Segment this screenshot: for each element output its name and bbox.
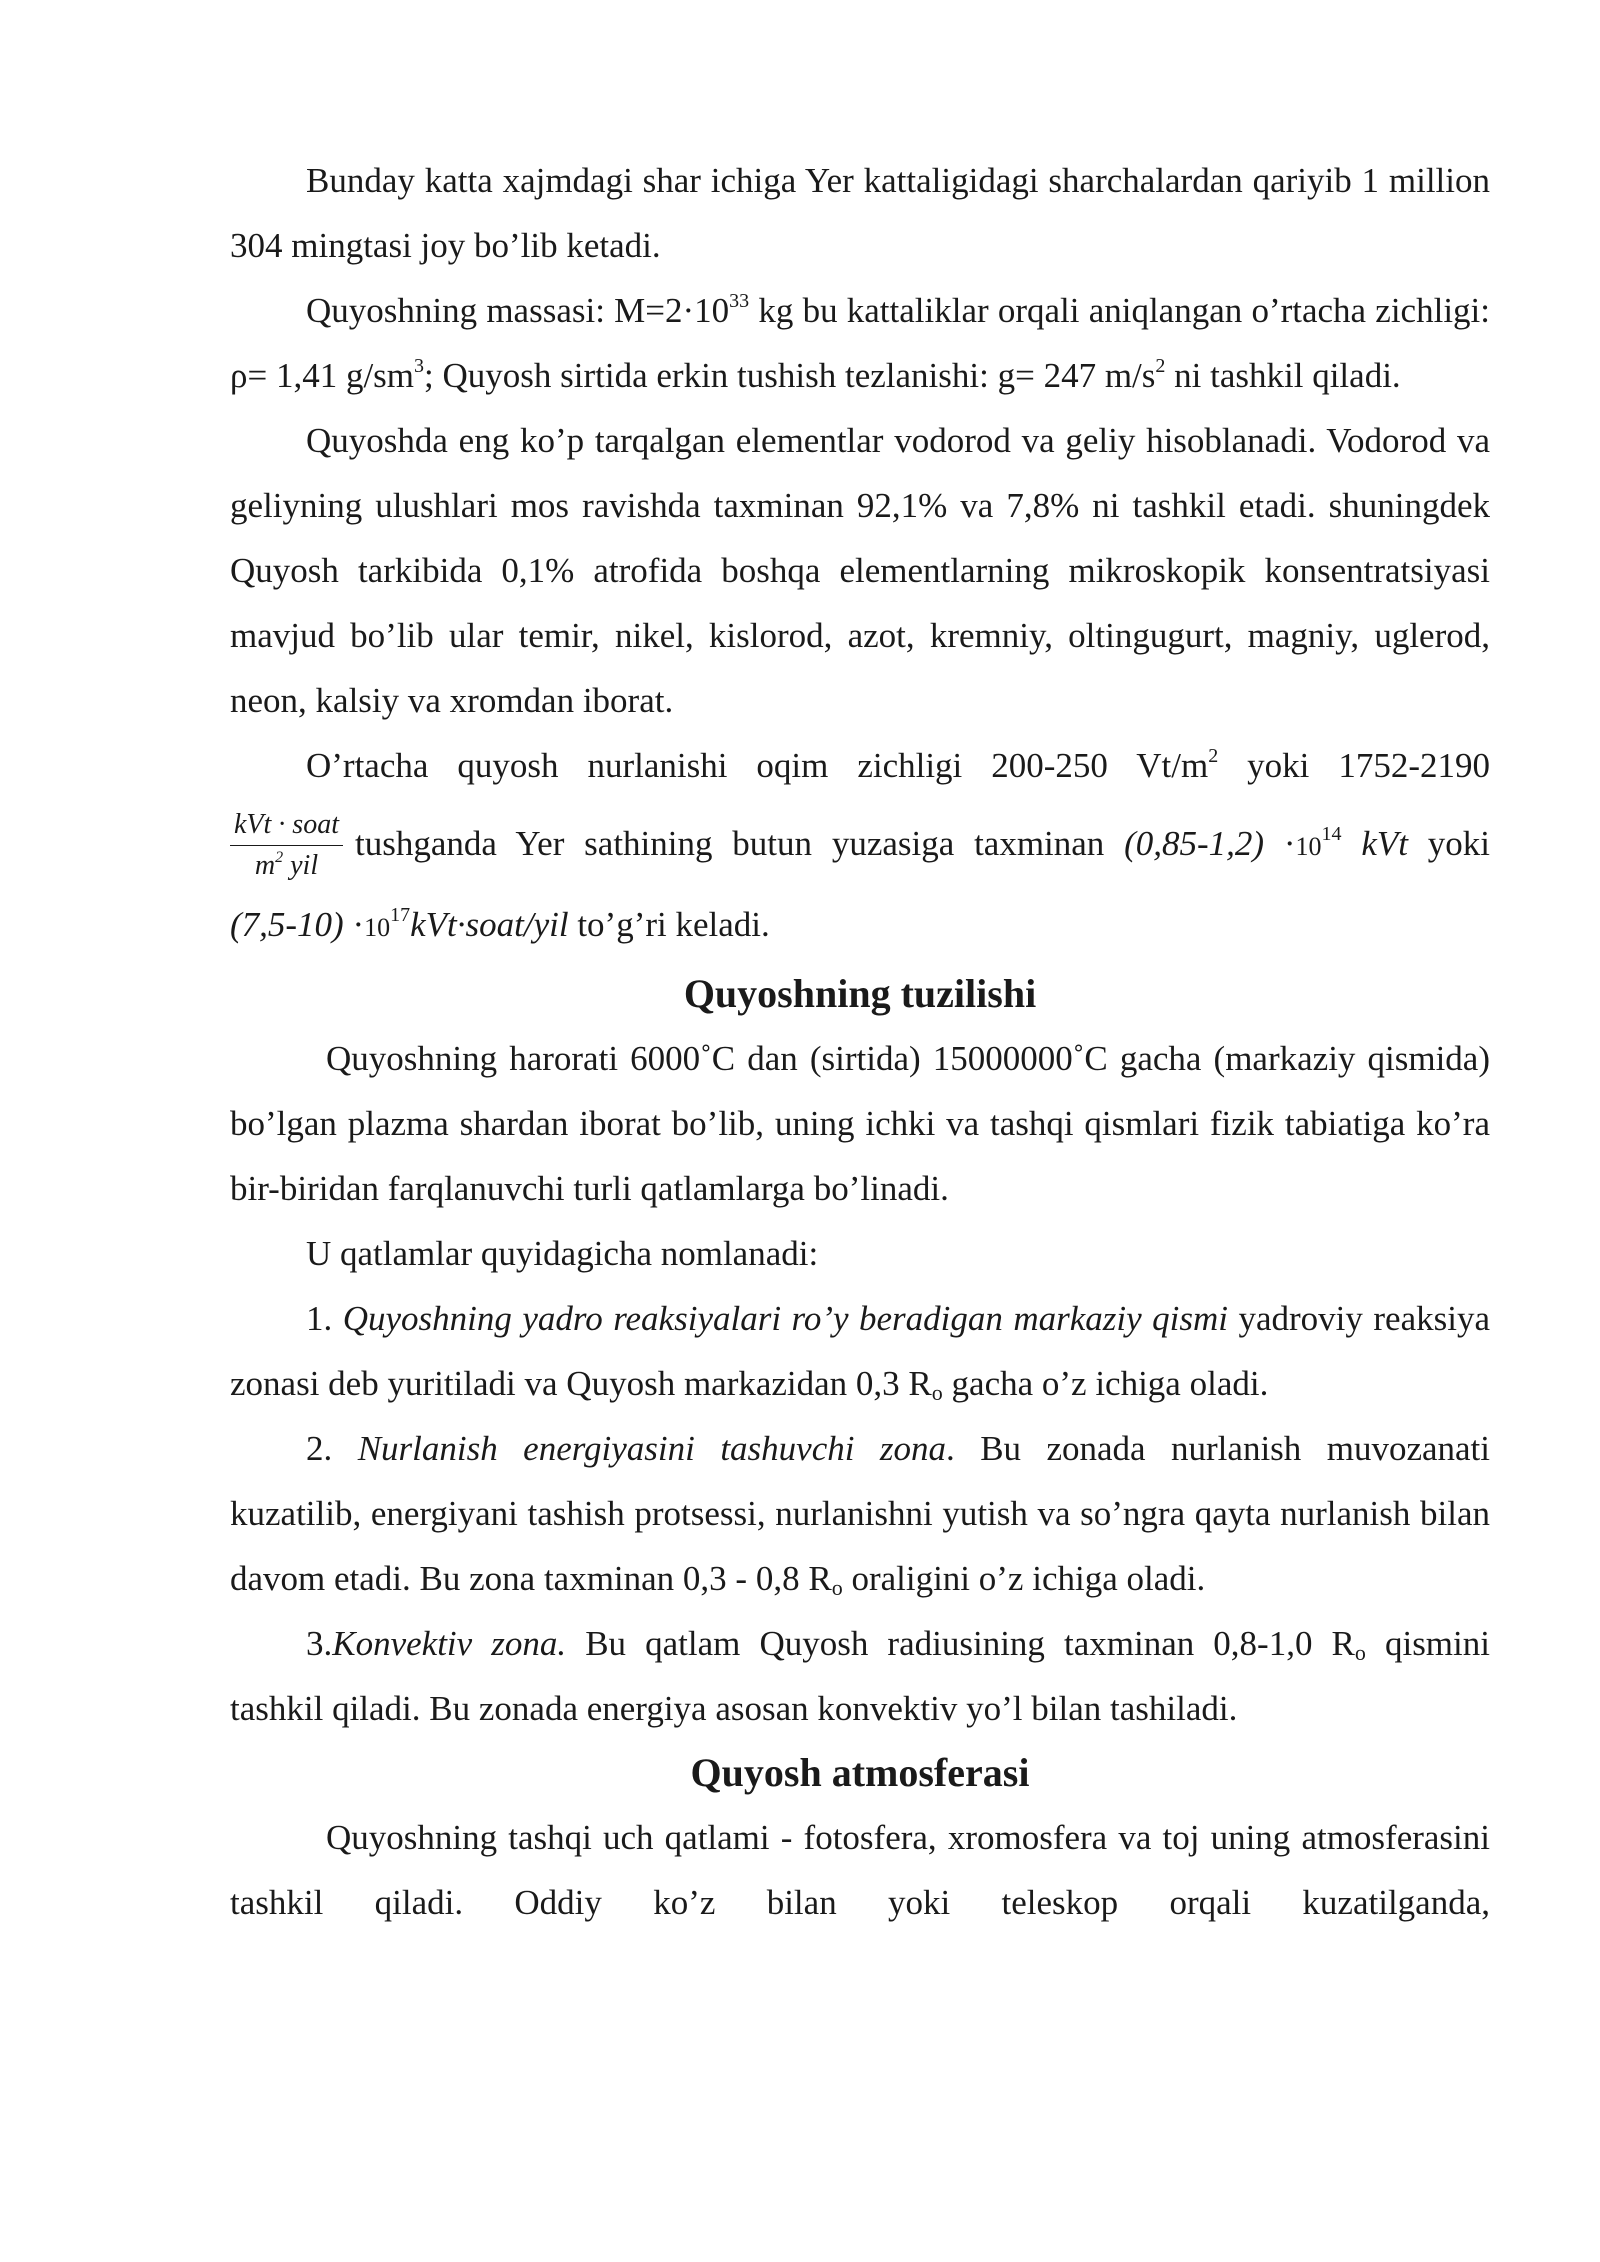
list-item-core [230, 1286, 1490, 1416]
text: yoki 1752-2190 [1218, 746, 1490, 785]
text: . Bu zonada nurlanish muvozanati kuzatilib, energiyani tashish protsessi, nurlanishni yutish va so’ngra qayta nurlanish bilan davom etadi. Bu zona taxminan 0,3 - 0,8 R [230, 1429, 1490, 1598]
subscript: o [931, 1380, 943, 1405]
exponent: 17 [390, 904, 411, 926]
formula-line-text [355, 811, 1490, 879]
paragraph-radiation-flux [230, 733, 1490, 798]
exponent: 2 [1208, 745, 1219, 767]
exponent: 33 [729, 290, 750, 312]
paragraph-atmosphere: Quyoshning tashqi uch qatlami - fotosfera, xromosfera va toj uning atmosferasini tashkil qiladi. Oddiy ko’z bilan yoki teleskop orqali kuzatilganda, [230, 1818, 1490, 1922]
text: kg bu kattaliklar orqali aniqlangan o’rtacha zichligi: ρ= 1,41 g/sm [230, 291, 1490, 395]
exponent: 2 [1155, 355, 1166, 377]
document-page [230, 148, 1490, 1935]
text: Quyoshning massasi: M=2 [306, 291, 683, 330]
text: yil [283, 849, 319, 881]
text: Bu qatlam Quyosh radiusining taxminan 0,8-1,0 R [566, 1624, 1355, 1663]
paragraph-earth-spheres: Bunday katta xajmdagi shar ichiga Yer kattaligidagi sharchalardan qariyib 1 million 304 mingtasi joy bo’lib ketadi. [230, 161, 1490, 265]
text: O’rtacha quyosh nurlanishi oqim zichligi 200-250 Vt/m [306, 746, 1209, 785]
italic-text: kVt·soat/yil [410, 905, 569, 944]
fraction-numerator: kVt · soat [230, 807, 343, 846]
paragraph-radiation-continued [230, 892, 1490, 960]
heading-sun-atmosphere: Quyosh atmosferasi [690, 1750, 1030, 1795]
text: m [254, 849, 276, 881]
exponent: 14 [1321, 823, 1342, 845]
text: yadroviy reaksiya zonasi deb yuritiladi va Quyosh markazidan 0,3 R [230, 1299, 1490, 1403]
italic-text: Quyoshning yadro reaksiyalari ro’y beradigan markaziy qismi [342, 1299, 1229, 1338]
paragraph-sun-mass [230, 278, 1490, 408]
multiply-dot: · [682, 291, 695, 330]
unit-fraction [230, 807, 343, 884]
text: 10 [1295, 832, 1322, 861]
text: to’g’ri keladi. [568, 905, 770, 944]
italic-text: Konvektiv zona. [332, 1624, 567, 1663]
text: ni tashkil qiladi. [1165, 356, 1401, 395]
text: gacha o’z ichiga oladi. [942, 1364, 1269, 1403]
list-item-radiative-zone [230, 1416, 1490, 1611]
paragraph-composition: Quyoshda eng ko’p tarqalgan elementlar vodorod va geliy hisoblanadi. Vodorod va geliyning ulushlari mos ravishda taxminan 92,1% va 7,8% ni tashkil etadi. shuningdek Quyosh tarkibida 0,1% atrofida boshqa elementlarning mikroskopik konsentratsiyasi mavjud bo’lib ular temir, nikel, kislorod, azot, kremniy, oltingugurt, magniy, uglerod, neon, kalsiy va xromdan iborat. [230, 421, 1490, 720]
text: · [1264, 824, 1296, 863]
subscript: o [1354, 1640, 1366, 1665]
subscript: o [831, 1575, 843, 1600]
italic-text: (0,85-1,2) [1124, 824, 1265, 863]
exponent: 3 [414, 355, 425, 377]
list-item-convective-zone [230, 1611, 1490, 1741]
text: yoki [1407, 824, 1490, 863]
italic-text: kVt [1341, 824, 1408, 863]
text: 10 [694, 291, 730, 330]
text: tushganda Yer sathining butun yuzasiga taxminan [355, 824, 1125, 863]
paragraph-temperature: Quyoshning harorati 6000˚C dan (sirtida) 15000000˚C gacha (markaziy qismida) bo’lgan plazma shardan iborat bo’lib, uning ichki va tashqi qismlari fizik tabiatiga ko’ra bir-biridan farqlanuvchi turli qatlamlarga bo’linadi. [230, 1039, 1490, 1208]
heading-sun-structure: Quyoshning tuzilishi [683, 971, 1037, 1016]
fraction-denominator [255, 846, 318, 884]
formula-line [230, 798, 1490, 892]
paragraph-layers-intro: U qatlamlar quyidagicha nomlanadi: [306, 1234, 819, 1273]
list-number: 2. [306, 1429, 358, 1468]
italic-text: Nurlanish energiyasini tashuvchi zona [357, 1429, 947, 1468]
exponent: 2 [275, 848, 284, 866]
text: ; Quyosh sirtida erkin tushish tezlanishi: g= 247 m/s [424, 356, 1156, 395]
list-number: 1. [306, 1299, 343, 1338]
list-number: 3. [306, 1624, 333, 1663]
text: 10 [364, 913, 391, 942]
text: qismini tashkil qiladi. Bu zonada energiya asosan konvektiv yo’l bilan tashiladi. [230, 1624, 1490, 1728]
text: · [343, 905, 365, 944]
text: oraligini o’z ichiga oladi. [842, 1559, 1206, 1598]
italic-text: (7,5-10) [230, 905, 344, 944]
